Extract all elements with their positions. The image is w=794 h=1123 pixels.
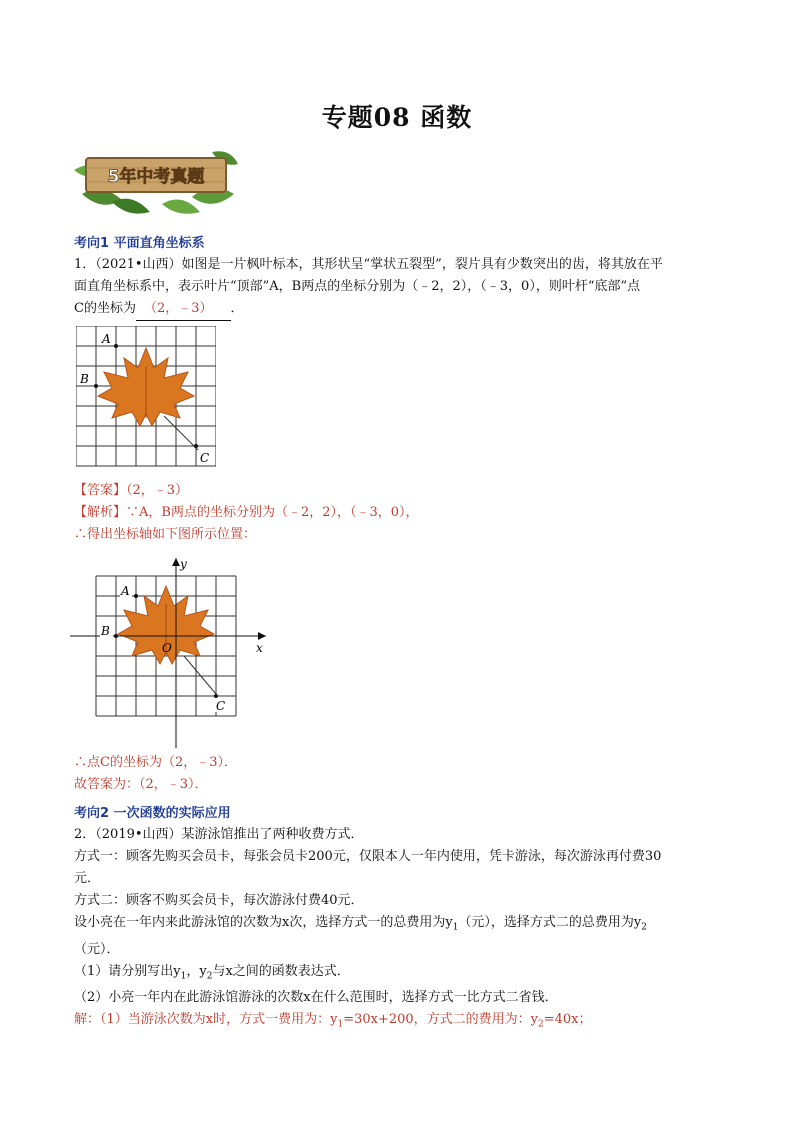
q2-part2: （2）小亮一年内在此游泳馆游泳的次数x在什么范围时，选择方式一比方式二省钱．	[74, 990, 558, 1006]
leaf-stem	[164, 416, 198, 450]
point-b	[114, 634, 118, 638]
analysis-text: ∵A，B两点的坐标分别为（﹣2，2），（﹣3，0），	[126, 505, 419, 520]
answer-value: （2，﹣3）	[126, 483, 189, 498]
q2-line5-a: 设小亮在一年内来此游泳馆的次数为x次，选择方式一的总费用为y	[74, 915, 453, 930]
section-heading-1: 考向1 平面直角坐标系	[74, 236, 205, 251]
leaf-stem	[184, 656, 216, 694]
q2-sol-b: =30x+200，方式二的费用为：y	[343, 1012, 539, 1028]
q2-part1-b: ，y	[186, 963, 207, 979]
q1-line3-suffix: ．	[230, 301, 244, 316]
label-a: A	[121, 584, 130, 598]
sub-1: 1	[337, 1019, 344, 1030]
label-c: C	[216, 699, 226, 713]
analysis-tag: 【解析】	[74, 505, 127, 520]
therefore-line: ∴得出坐标轴如下图所示位置：	[74, 527, 257, 542]
page-title: 专题08 函数	[321, 103, 473, 132]
section-heading-2: 考向2 一次函数的实际应用	[74, 806, 231, 821]
q2-line5-b: （元），选择方式二的总费用为y	[458, 915, 642, 930]
q2-sol-c: =40x；	[543, 1012, 592, 1028]
label-a: A	[102, 332, 111, 346]
q2-line1: 2．（2019•山西）某游泳馆推出了两种收费方式．	[74, 827, 364, 842]
q2-sol-a: 解：（1）当游泳次数为x时，方式一费用为：y	[74, 1012, 338, 1028]
point-c	[214, 694, 218, 698]
q2-part1-a: （1）请分别写出y	[74, 963, 181, 979]
conclusion-line-1: ∴点C的坐标为（2，﹣3）．	[74, 755, 237, 770]
sub-1: 1	[180, 971, 187, 982]
q1-solution	[74, 480, 734, 546]
q2-line3: 元．	[74, 871, 101, 886]
maple-leaf-grid-figure	[76, 326, 216, 468]
q1-answer-blank: （2，﹣3）	[136, 298, 231, 321]
sub-2: 2	[641, 922, 648, 933]
q2-line4: 方式二：顾客不购买会员卡，每次游泳付费40元．	[74, 893, 364, 908]
q1-line3-prefix: C的坐标为	[74, 301, 136, 316]
sub-2: 2	[206, 971, 213, 982]
sub-2: 2	[538, 1019, 544, 1030]
q2-line2: 方式一：顾客先购买会员卡，每张会员卡200元，仅限本人一年内使用，凭卡游泳，每次游泳再付费30	[74, 849, 662, 864]
question-2	[74, 824, 734, 1036]
maple-leaf-icon	[98, 348, 194, 426]
label-x: x	[256, 641, 263, 655]
q2-part1-c: 与x之间的函数表达式．	[212, 963, 350, 979]
answer-tag: 【答案】	[74, 483, 127, 498]
sub-1: 1	[452, 922, 459, 933]
conclusion-line-2: 故答案为：（2，﹣3）．	[74, 777, 208, 792]
point-b	[94, 384, 98, 388]
y-axis-arrow-icon	[172, 558, 180, 566]
question-1	[74, 254, 734, 321]
badge-sign	[72, 142, 240, 218]
label-c: C	[200, 451, 210, 465]
label-y: y	[180, 557, 187, 571]
maple-leaf-axes-figure	[70, 554, 270, 748]
q1-line1: 1．（2021•山西）如图是一片枫叶标本，其形状呈“掌状五裂型”，裂片具有少数突出的齿，将其放在平	[74, 257, 663, 272]
label-origin: O	[162, 641, 172, 655]
q1-conclusion	[74, 752, 734, 796]
label-b: B	[80, 372, 89, 386]
point-c	[194, 444, 198, 448]
q2-line6: （元）．	[74, 941, 120, 957]
q2-solution	[74, 1009, 734, 1036]
x-axis-arrow-icon	[258, 632, 266, 640]
point-a	[134, 594, 138, 598]
label-b: B	[101, 624, 110, 638]
point-a	[114, 344, 118, 348]
q1-line2: 面直角坐标系中，表示叶片“顶部”A，B两点的坐标分别为（﹣2，2），（﹣3，0），则叶杆“底部”点	[74, 279, 641, 294]
q2-part1	[74, 961, 734, 988]
badge-label: 5年中考真题	[107, 167, 205, 187]
q1-line3	[74, 298, 734, 321]
q2-line5	[74, 912, 734, 939]
